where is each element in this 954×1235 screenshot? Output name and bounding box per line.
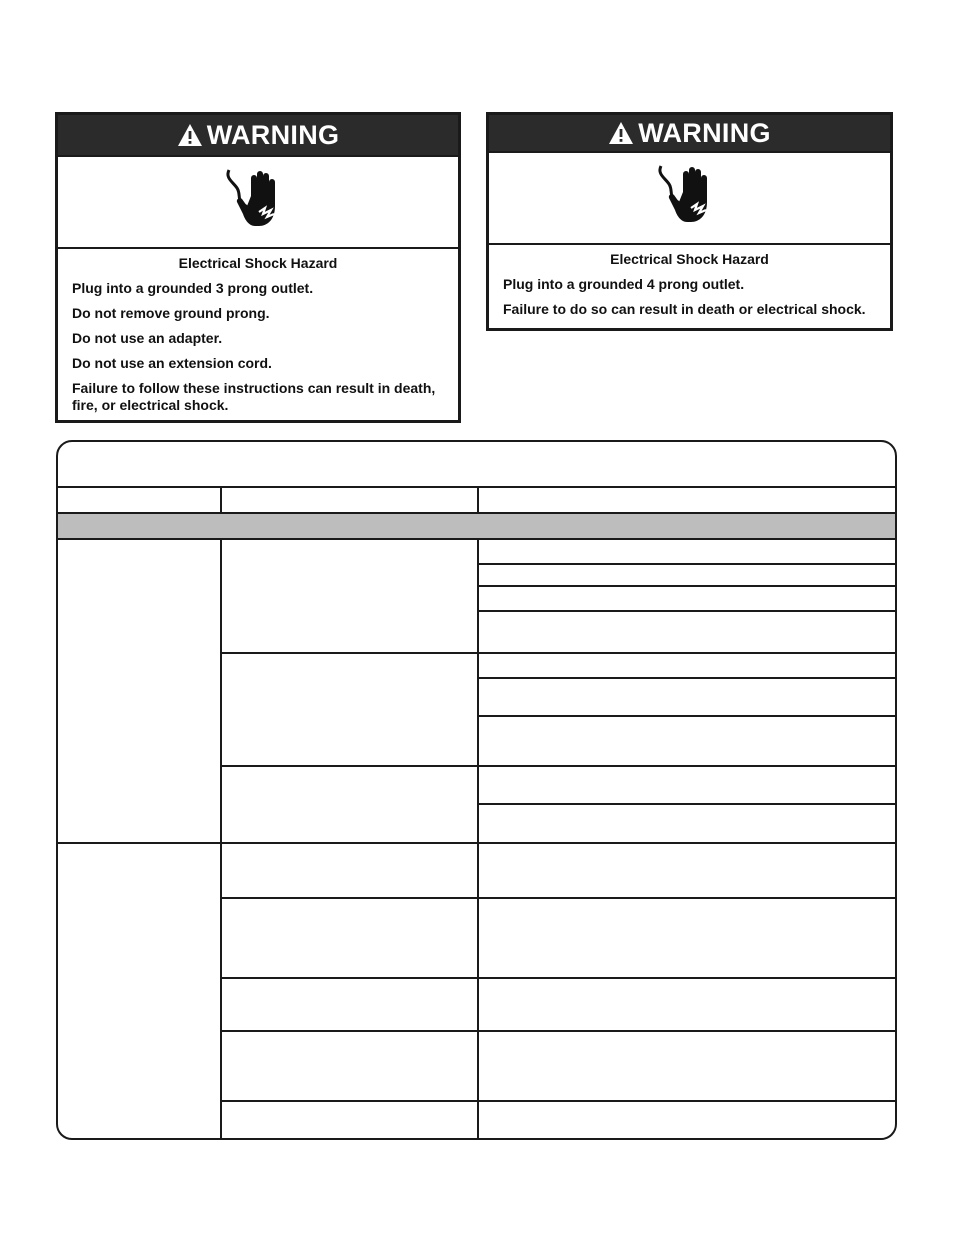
warning-triangle-icon [177,123,203,147]
warning-heading: WARNING [206,119,340,150]
warning-box-3-prong [55,112,461,423]
electrical-shock-hand-icon [489,151,890,245]
column-divider [477,486,479,512]
warning-line: Plug into a grounded 3 prong outlet. [72,280,314,296]
warning-header [58,115,458,155]
troubleshooting-table [56,440,897,1140]
table-rule [220,897,897,899]
hazard-title: Electrical Shock Hazard [178,255,338,271]
hazard-title: Electrical Shock Hazard [610,251,769,267]
table-rule [220,977,897,979]
electrical-shock-hand-icon [58,155,458,249]
table-rule [220,1030,897,1032]
table-rule [220,1100,897,1102]
warning-line: Do not use an adapter. [72,330,223,346]
table-rule [220,765,897,767]
column-divider [220,486,222,512]
warning-text [489,245,890,318]
warning-line: Do not use an extension cord. [72,355,272,371]
warning-text [58,249,458,414]
warning-triangle-icon [608,121,634,145]
warning-line: Failure to follow these instructions can result in death, fire, or electrical shock. [72,380,436,413]
section-band [58,514,897,538]
table-rule [477,585,897,587]
warning-line: Plug into a grounded 4 prong outlet. [503,276,745,292]
table-rule [220,652,897,654]
column-divider [220,538,222,1140]
warning-line: Do not remove ground prong. [72,305,270,321]
table-rule [477,677,897,679]
table-rule [477,715,897,717]
column-divider [477,538,479,1140]
warning-heading: WARNING [638,117,771,148]
warning-box-4-prong [486,112,893,331]
table-rule [477,610,897,612]
warning-line: Failure to do so can result in death or electrical shock. [503,301,866,317]
table-rule [477,803,897,805]
table-rule [477,563,897,565]
table-rule [58,842,897,844]
warning-header [489,115,890,151]
